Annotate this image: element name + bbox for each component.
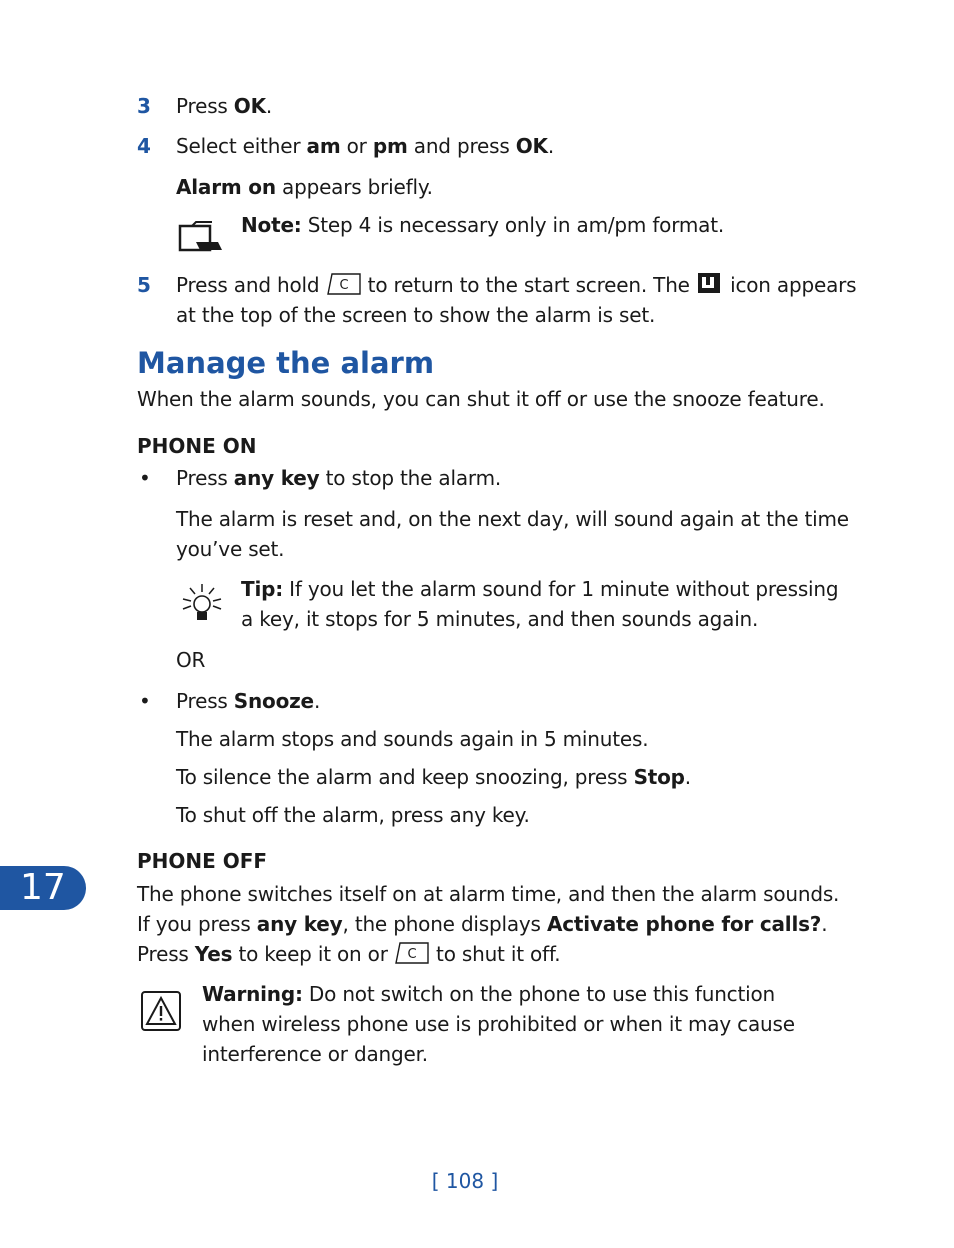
- warning-line2: when wireless phone use is prohibited or when it may cause: [202, 1012, 795, 1036]
- reset-text-line2: you’ve set.: [176, 537, 285, 561]
- step-3-text: Press OK.: [176, 94, 273, 118]
- clear-key-label: C: [339, 278, 348, 293]
- alarm-icon: [696, 271, 724, 303]
- chapter-number: 17: [20, 867, 66, 908]
- bullet: •: [139, 466, 151, 490]
- step-number: 4: [137, 134, 151, 158]
- phone-off-line1: The phone switches itself on at alarm time, and then the alarm sounds.: [137, 882, 840, 906]
- phone-on-subheading: PHONE ON: [137, 434, 257, 458]
- phone-off-line2: If you press any key, the phone displays Activate phone for calls?.: [137, 912, 828, 936]
- phone-off-subheading: PHONE OFF: [137, 849, 268, 873]
- tip-text-line2: a key, it stops for 5 minutes, and then sounds again.: [241, 607, 759, 631]
- note-icon: [178, 220, 224, 259]
- reset-text-line1: The alarm is reset and, on the next day, will sound again at the time: [176, 507, 849, 531]
- press-any-key-text: Press any key to stop the alarm.: [176, 466, 502, 490]
- or-text: OR: [176, 648, 206, 672]
- step-number: 5: [137, 273, 151, 297]
- tip-text-line1: Tip: If you let the alarm sound for 1 minute without pressing: [241, 577, 839, 601]
- shut-off-text: To shut off the alarm, press any key.: [176, 803, 530, 827]
- step-number: 3: [137, 94, 151, 118]
- clear-key-icon: [394, 942, 430, 972]
- warning-line3: interference or danger.: [202, 1042, 428, 1066]
- page-number: [ 108 ]: [431, 1169, 499, 1193]
- section-heading: Manage the alarm: [137, 346, 435, 380]
- step-4-text: Select either am or pm and press OK.: [176, 134, 555, 158]
- chapter-tab: [0, 866, 86, 910]
- warning-icon: [140, 990, 184, 1039]
- press-snooze-text: Press Snooze.: [176, 689, 321, 713]
- phone-off-line3: Press Yes to keep it on or C to shut it off.: [137, 939, 560, 972]
- clear-key-icon: [326, 273, 362, 303]
- note-text: Note: Step 4 is necessary only in am/pm format.: [241, 213, 725, 237]
- step-5-text-line2: at the top of the screen to show the alarm is set.: [176, 303, 656, 327]
- step-5-text: Press and hold C to return to the start screen. The icon appears: [176, 270, 856, 303]
- silence-text: To silence the alarm and keep snoozing, press Stop.: [176, 765, 691, 789]
- tip-lightbulb-icon: [180, 582, 224, 629]
- warning-line1: Warning: Do not switch on the phone to use this function: [202, 982, 775, 1006]
- clear-key-label: C: [407, 947, 417, 962]
- bullet: •: [139, 689, 151, 713]
- intro-text: When the alarm sounds, you can shut it off or use the snooze feature.: [137, 387, 825, 411]
- alarm-on-text: Alarm on appears briefly.: [176, 175, 433, 199]
- alarm-stops-text: The alarm stops and sounds again in 5 minutes.: [176, 727, 649, 751]
